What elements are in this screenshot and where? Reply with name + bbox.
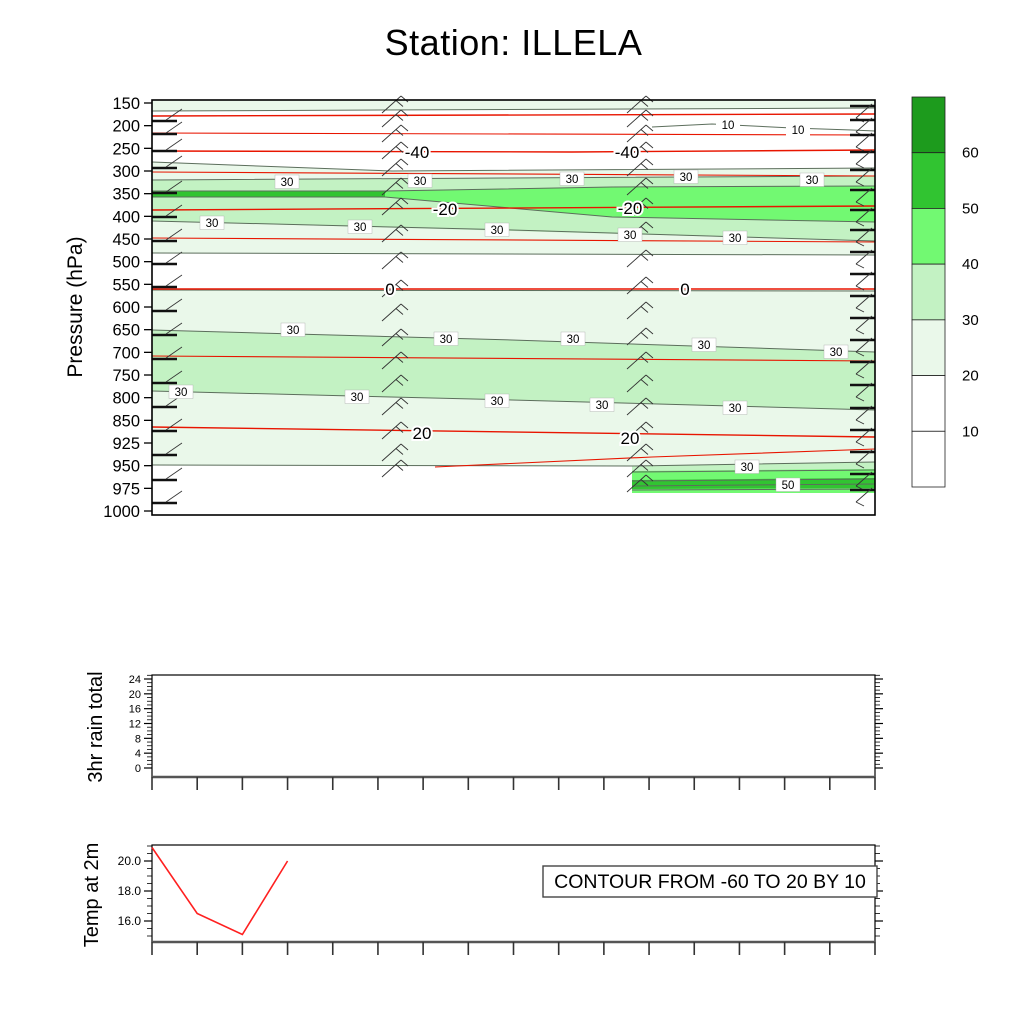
temp-line — [152, 848, 288, 935]
temperature-contour-label: 20 — [620, 429, 640, 448]
pressure-tick-label: 450 — [112, 231, 140, 250]
rain-tick-label: 16 — [128, 703, 141, 716]
rain-tick-label: 0 — [134, 763, 141, 775]
pressure-tick-label: 1000 — [103, 503, 140, 522]
rh-contour-label: 30 — [174, 387, 188, 399]
rain-tick-label: 8 — [134, 733, 141, 746]
temp-tick-label: 16.0 — [117, 914, 141, 928]
temperature-contour-label: -20 — [617, 199, 643, 218]
pressure-tick-label: 350 — [112, 185, 140, 204]
humidity-band — [152, 191, 385, 197]
rh-contour-label: 50 — [781, 480, 795, 492]
pressure-tick-label: 550 — [112, 276, 140, 295]
temp-axis-title: Temp at 2m — [81, 842, 103, 948]
rh-contour-label: 30 — [595, 400, 609, 412]
rh-contour-label: 30 — [566, 334, 580, 346]
pressure-tick-label: 150 — [112, 95, 140, 113]
rh-contour-label: 30 — [829, 347, 843, 359]
pressure-tick-label: 700 — [112, 344, 140, 363]
colorbar-segment — [912, 431, 945, 487]
pressure-tick-label: 750 — [112, 367, 140, 386]
pressure-tick-label: 850 — [112, 412, 140, 431]
pressure-tick-label: 250 — [112, 140, 140, 159]
rain-axis-title: 3hr rain total — [85, 671, 107, 783]
rh-contour-label: 30 — [490, 225, 504, 237]
colorbar — [912, 97, 979, 487]
rh-contour-label: 30 — [565, 174, 579, 186]
temp-tick-label: 18.0 — [117, 884, 141, 898]
rh-contour-label: 10 — [791, 125, 805, 137]
temperature-contour-label: 20 — [412, 424, 432, 443]
rh-contour-label: 30 — [728, 233, 742, 245]
rain-panel — [129, 674, 883, 790]
temperature-contour-label: 0 — [680, 280, 690, 299]
rh-contour-label: 30 — [286, 325, 300, 337]
colorbar-label: 10 — [962, 423, 979, 441]
pressure-tick-label: 650 — [112, 321, 140, 340]
colorbar-segment — [912, 153, 945, 209]
rh-contour-label: 30 — [439, 334, 453, 346]
pressure-tick-label: 300 — [112, 163, 140, 182]
rh-contour-label: 30 — [697, 340, 711, 352]
pressure-tick-label: 950 — [112, 457, 140, 476]
temp-tick-label: 20.0 — [117, 854, 141, 868]
rh-contour-label: 30 — [740, 462, 754, 474]
pressure-tick-label: 975 — [112, 480, 140, 499]
rain-tick-label: 24 — [128, 674, 141, 687]
colorbar-segment — [912, 97, 945, 153]
rh-contour-label: 30 — [623, 230, 637, 242]
temperature-contour-label: -20 — [432, 200, 458, 219]
colorbar-label: 50 — [962, 200, 979, 218]
temp-panel — [118, 845, 883, 955]
colorbar-label: 60 — [962, 144, 979, 162]
rh-contour-label: 30 — [728, 403, 742, 415]
temperature-contour-label: -40 — [404, 143, 430, 162]
rh-contour-label: 30 — [413, 176, 427, 188]
rh-contour-label: 30 — [350, 392, 364, 404]
rh-contour-label: 30 — [490, 396, 504, 408]
temperature-contour-label: -40 — [614, 143, 640, 162]
temperature-contour-label: 0 — [385, 280, 395, 299]
page-title: Station: ILLELA — [384, 22, 643, 63]
pressure-tick-label: 500 — [112, 253, 140, 272]
colorbar-segment — [912, 264, 945, 320]
pressure-tick-label: 800 — [112, 389, 140, 408]
colorbar-label: 40 — [962, 256, 979, 274]
pressure-tick-label: 400 — [112, 208, 140, 227]
rh-contour-label: 30 — [280, 177, 294, 189]
rain-panel-border — [152, 675, 875, 777]
rh-contour-label: 30 — [805, 175, 819, 187]
pressure-tick-label: 925 — [112, 435, 140, 454]
rh-contour-label: 30 — [353, 222, 367, 234]
colorbar-label: 20 — [962, 367, 979, 385]
colorbar-segment — [912, 320, 945, 376]
pressure-tick-label: 200 — [112, 117, 140, 136]
rain-tick-label: 20 — [128, 688, 141, 701]
rh-contour-label: 10 — [721, 120, 735, 132]
pressure-panel — [103, 95, 875, 521]
rh-contour-label: 30 — [679, 172, 693, 184]
pressure-tick-label: 600 — [112, 299, 140, 318]
colorbar-label: 30 — [962, 311, 979, 329]
rain-tick-label: 12 — [128, 718, 141, 731]
rh-contour-label: 30 — [205, 218, 219, 230]
rain-tick-label: 4 — [134, 748, 141, 761]
colorbar-segment — [912, 208, 945, 264]
contour-note: CONTOUR FROM -60 TO 20 BY 10 — [554, 871, 866, 893]
colorbar-segment — [912, 376, 945, 432]
pressure-axis-title: Pressure (hPa) — [64, 236, 87, 378]
